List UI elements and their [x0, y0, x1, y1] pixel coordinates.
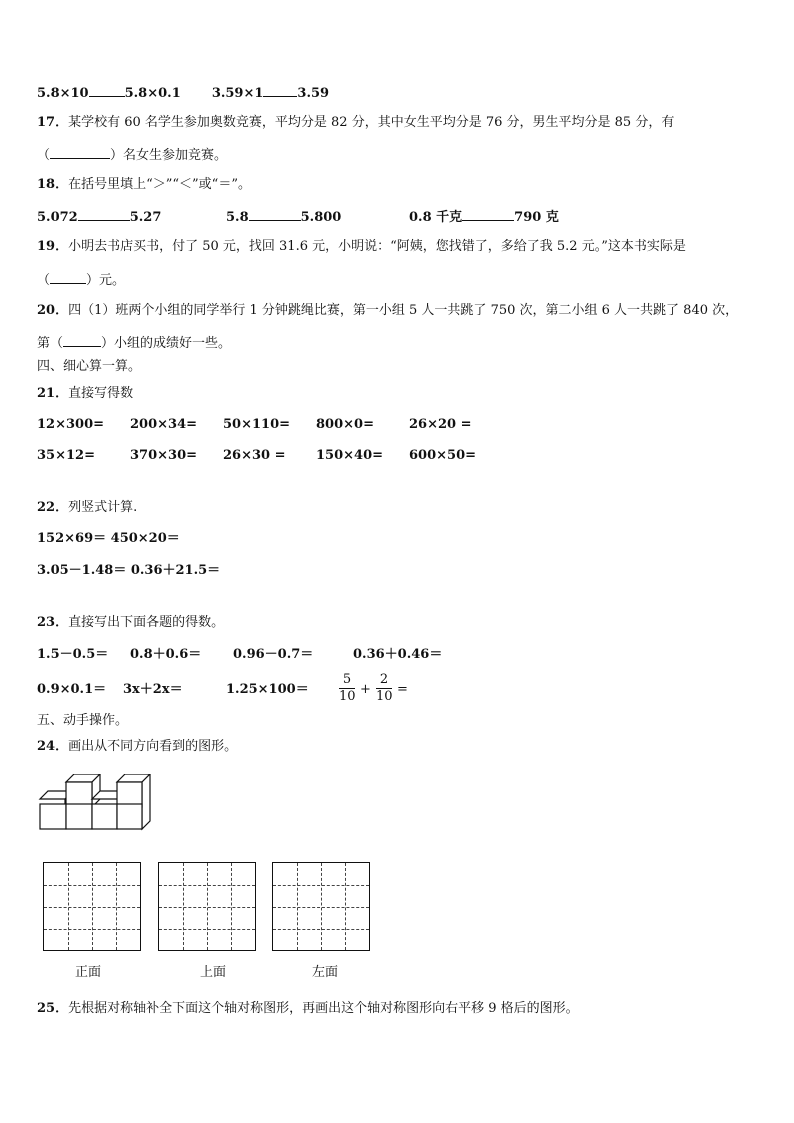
q19-text: 19．小明去书店买书，付了 50 元，找回 31.6 元，小明说：“阿姨，您找错了，多给了我 5.2 元。”这本书实际是 [37, 239, 686, 254]
q21-item: 26×30 = [223, 448, 286, 463]
q18-row: 5.072 5.27 [37, 207, 161, 227]
q16-expr-4: 3.59 [297, 86, 330, 101]
q21-item: 200×34= [130, 417, 198, 432]
answer-blank[interactable] [63, 333, 101, 347]
caption-left: 左面 [312, 965, 339, 980]
q21-item: 600×50= [409, 448, 477, 463]
fraction: $\frac{2}{10}$ [376, 672, 393, 704]
q23-item: 0.8＋0.6＝ [130, 647, 202, 662]
q23-item: 0.9×0.1＝ [37, 682, 107, 697]
q17-text: 17．某学校有 60 名学生参加奥数竞赛，平均分是 82 分，其中女生平均分是 76 分，男生平均分是 85 分，有 [37, 115, 675, 130]
fraction: $\frac{5}{10}$ [339, 672, 356, 704]
q23-title: 23．直接写出下面各题的得数。 [37, 615, 225, 630]
q16-expr-3: 3.59×1 [211, 86, 264, 101]
cube-front-face [40, 804, 66, 829]
q23-item: 1.25×100＝ [226, 682, 309, 697]
q18-text: 18．在括号里填上“＞”“＜”或“＝”。 [37, 177, 251, 192]
caption-front: 正面 [75, 965, 102, 980]
left-view-grid[interactable] [272, 862, 370, 951]
q21-title: 21．直接写得数 [37, 386, 134, 401]
plus-sign: + [360, 682, 371, 697]
q23-item: 3x＋2x＝ [123, 682, 183, 697]
q21-item: 150×40= [316, 448, 384, 463]
q21-item: 12×300= [37, 417, 105, 432]
front-view-grid[interactable] [43, 862, 141, 951]
answer-blank[interactable] [89, 83, 125, 97]
q21-item: 26×20 = [409, 417, 472, 432]
q23-item: 0.36＋0.46＝ [353, 647, 443, 662]
cube-front-face [117, 804, 142, 829]
section-heading-5: 五、动手操作。 [37, 713, 129, 728]
q21-item: 800×0= [316, 417, 374, 432]
q16-expr-1: 5.8×10 [37, 86, 89, 101]
q23-item: 0.96－0.7＝ [233, 647, 314, 662]
answer-blank[interactable] [263, 83, 297, 97]
cube-front-face [66, 804, 92, 829]
answer-blank[interactable] [462, 207, 514, 221]
q17-line2: （ ）名女生参加竞赛。 [37, 145, 227, 165]
q24-title: 24．画出从不同方向看到的图形。 [37, 739, 238, 754]
cube-front-face [117, 782, 142, 807]
caption-top: 上面 [200, 965, 227, 980]
answer-blank[interactable] [50, 270, 86, 284]
q25-text: 25．先根据对称轴补全下面这个轴对称图形，再画出这个轴对称图形向右平移 9 格后的图形。 [37, 1001, 579, 1016]
q16-row [37, 83, 329, 103]
answer-blank[interactable] [78, 207, 130, 221]
top-view-grid[interactable] [158, 862, 256, 951]
q21-item: 50×110= [223, 417, 291, 432]
q22-row-1: 152×69＝ 450×20＝ [37, 531, 180, 546]
q22-title: 22．列竖式计算. [37, 500, 138, 515]
q23-item: 1.5－0.5＝ [37, 647, 109, 662]
equals-sign: = [397, 682, 408, 697]
cube-front-face [66, 782, 92, 807]
section-heading-4: 四、细心算一算。 [37, 359, 142, 374]
answer-blank[interactable] [249, 207, 301, 221]
q20-text: 20．四（1）班两个小组的同学举行 1 分钟跳绳比赛，第一小组 5 人一共跳了 750 次，第二小组 6 人一共跳了 840 次， [37, 303, 739, 318]
q18-row-b: 5.8 5.800 [226, 207, 341, 227]
q18-row-c: 0.8 千克 790 克 [409, 207, 559, 227]
q20-line2: 第（ ）小组的成绩好一些。 [37, 333, 231, 353]
q21-item: 370×30= [130, 448, 198, 463]
q21-item: 35×12= [37, 448, 95, 463]
cube-stack-figure [36, 774, 154, 838]
cube-front-face [92, 804, 117, 829]
q22-row-2: 3.05－1.48＝ 0.36＋21.5＝ [37, 563, 221, 578]
q19-line2: （ ）元。 [37, 270, 125, 290]
cube-side-face [142, 774, 150, 829]
q16-expr-2: 5.8×0.1 [124, 86, 181, 101]
answer-blank[interactable] [50, 145, 110, 159]
